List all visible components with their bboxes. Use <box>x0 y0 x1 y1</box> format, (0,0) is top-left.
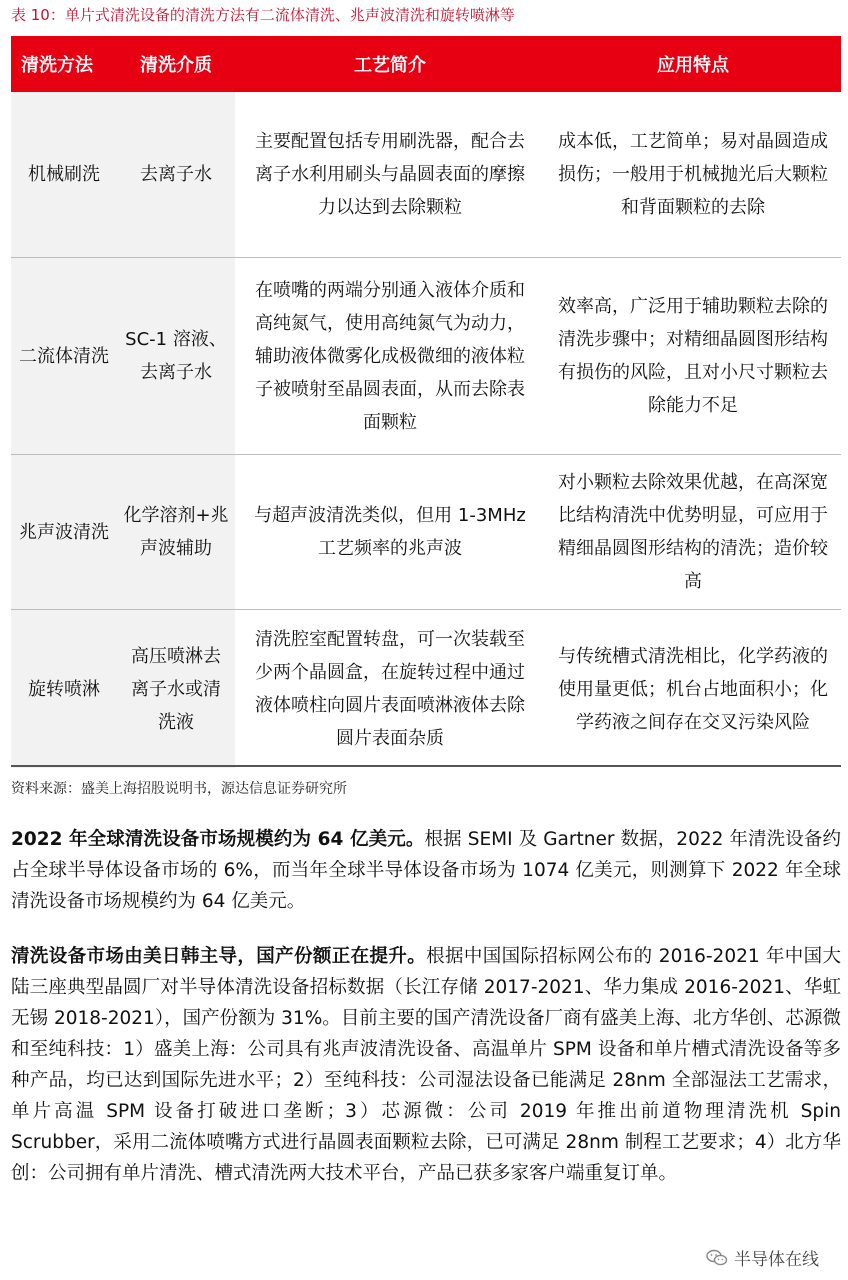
cell-process: 与超声波清洗类似，但用 1-3MHz 工艺频率的兆声波 <box>235 455 545 610</box>
cell-medium: 化学溶剂+兆声波辅助 <box>117 455 235 610</box>
watermark-label: 半导体在线 <box>734 1250 819 1270</box>
wechat-icon <box>706 1249 728 1267</box>
paragraph-body: 根据中国国际招标网公布的 2016-2021 年中国大陆三座典型晶圆厂对半导体清洗设备招标数据（长江存储 2017-2021、华力集成 2016-2021、华虹无锡 2018-2021），国产份额为 31%。目前主要的国产清洗设备厂商有盛美上海、北方华创、芯源微和至纯科技：1）盛美上海：公司具有兆声波清洗设备、高温单片 SPM 设备和单片槽式清洗设备等多种产品，均已达到国际先进水平；2）至纯科技：公司湿法设备已能满足 28nm 全部湿法工艺需求，单片高温 SPM 设备打破进口垄断；3）芯源微：公司 2019 年推出前道物理清洗机 Spin Scrubber，采用二流体喷嘴方式进行晶圆表面颗粒去除，已可满足 28nm 制程工艺要求；4）北方华创：公司拥有单片清洗、槽式清洗两大技术平台，产品已获多家客户端重复订单。 <box>11 946 841 1184</box>
cell-method: 旋转喷淋 <box>11 610 117 769</box>
cell-process: 清洗腔室配置转盘，可一次装载至少两个晶圆盒，在旋转过程中通过液体喷柱向圆片表面喷淋液体去除圆片表面杂质 <box>235 610 545 769</box>
cell-process: 在喷嘴的两端分别通入液体介质和高纯氮气，使用高纯氮气为动力，辅助液体微雾化成极微细的液体粒子被喷射至晶圆表面，从而去除表面颗粒 <box>235 258 545 455</box>
table-caption: 表 10：单片式清洗设备的清洗方法有二流体清洗、兆声波清洗和旋转喷淋等 <box>11 6 515 24</box>
table-row <box>11 610 841 769</box>
table-row <box>11 92 841 258</box>
header-medium: 清洗介质 <box>117 36 235 92</box>
cell-medium: 去离子水 <box>117 92 235 258</box>
cell-feature: 成本低，工艺简单；易对晶圆造成损伤；一般用于机械抛光后大颗粒和背面颗粒的去除 <box>545 92 841 258</box>
table-row <box>11 455 841 610</box>
paragraph-lead: 2022 年全球清洗设备市场规模约为 64 亿美元。 <box>11 829 425 850</box>
cell-method: 机械刷洗 <box>11 92 117 258</box>
header-feature: 应用特点 <box>545 36 841 92</box>
cell-feature: 对小颗粒去除效果优越，在高深宽比结构清洗中优势明显，可应用于精细晶圆图形结构的清洗；造价较高 <box>545 455 841 610</box>
paragraph-market-share <box>11 941 841 1189</box>
table-row <box>11 258 841 455</box>
cell-method: 二流体清洗 <box>11 258 117 455</box>
table-bottom-rule <box>11 765 841 767</box>
table-header-row <box>11 36 841 92</box>
cell-feature: 与传统槽式清洗相比，化学药液的使用量更低；机台占地面积小；化学药液之间存在交叉污染风险 <box>545 610 841 769</box>
cell-medium: 高压喷淋去离子水或清洗液 <box>117 610 235 769</box>
cell-process: 主要配置包括专用刷洗器，配合去离子水利用刷头与晶圆表面的摩擦力以达到去除颗粒 <box>235 92 545 258</box>
paragraph-body: 根据 SEMI 及 Gartner 数据，2022 年清洗设备约占全球半导体设备市场的 6%，而当年全球半导体设备市场为 1074 亿美元，则测算下 2022 年全球清洗设备市场规模约为 64 亿美元。 <box>11 829 841 912</box>
cell-medium: SC-1 溶液、去离子水 <box>117 258 235 455</box>
cell-method: 兆声波清洗 <box>11 455 117 610</box>
wechat-watermark <box>702 1245 823 1270</box>
cell-feature: 效率高，广泛用于辅助颗粒去除的清洗步骤中；对精细晶圆图形结构有损伤的风险，且对小尺寸颗粒去除能力不足 <box>545 258 841 455</box>
source-note: 资料来源：盛美上海招股说明书，源达信息证券研究所 <box>11 781 347 797</box>
header-process: 工艺简介 <box>235 36 545 92</box>
header-method: 清洗方法 <box>11 36 117 92</box>
paragraph-lead: 清洗设备市场由美日韩主导，国产份额正在提升。 <box>11 946 427 967</box>
cleaning-methods-table <box>11 36 841 768</box>
paragraph-market-size <box>11 824 841 917</box>
